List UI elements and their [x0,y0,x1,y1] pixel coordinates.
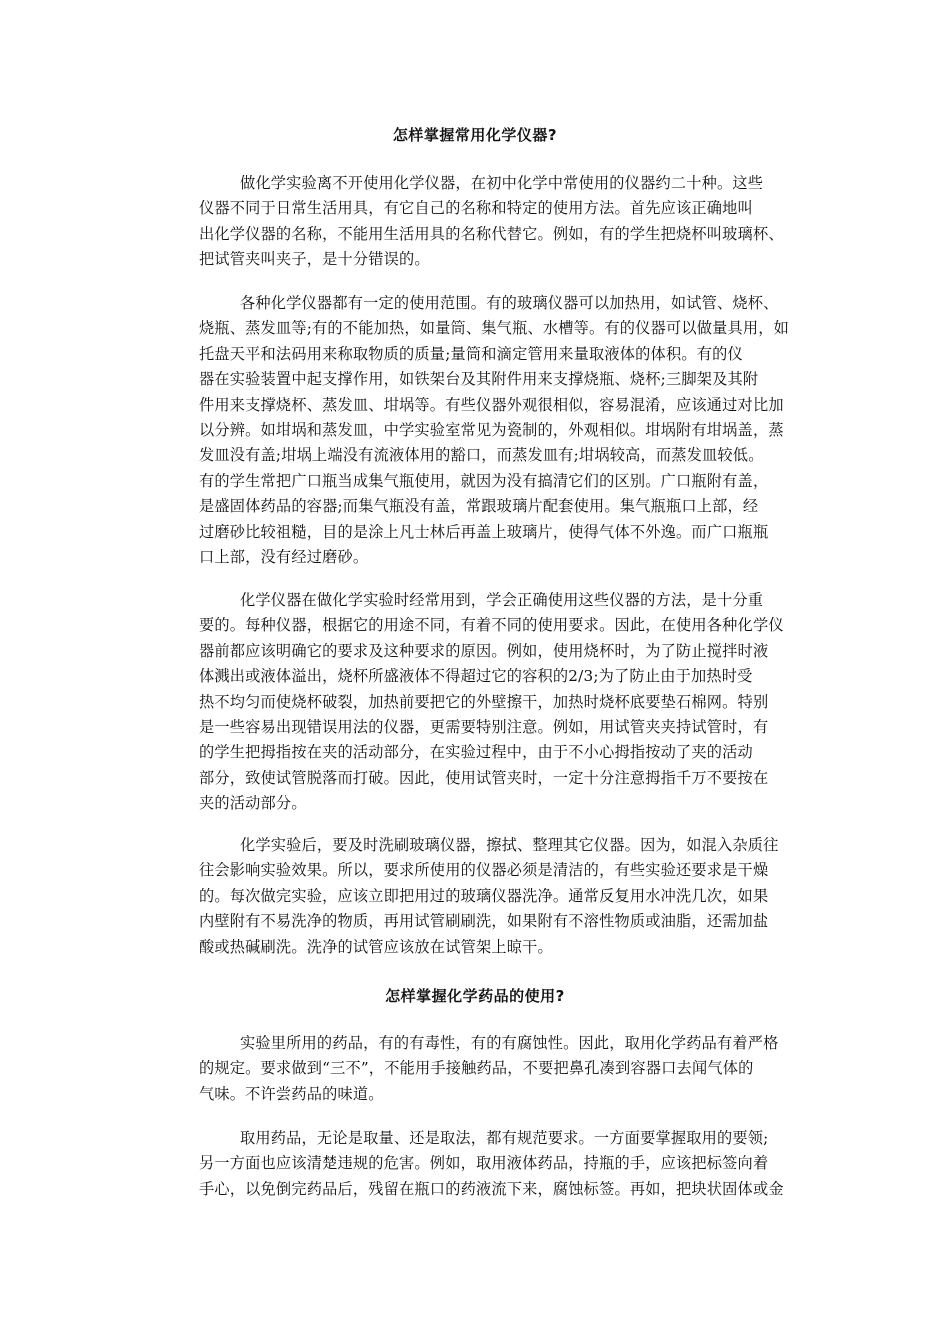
paragraph-1 [199,171,811,273]
text-line: 烧瓶、蒸发皿等;有的不能加热，如量筒、集气瓶、水槽等。有的仪器可以做量具用，如 [199,319,790,338]
text-line: 要的。每种仪器，根据它的用途不同，有着不同的使用要求。因此，在使用各种化学仪 [199,616,784,635]
text-line: 器前都应该明确它的要求及这种要求的原因。例如，使用烧杯时，为了防止搅拌时液 [199,641,769,660]
text-line: 另一方面也应该清楚违规的危害。例如，取用液体药品，持瓶的手，应该把标签向着 [199,1154,769,1173]
paragraph-2 [199,291,811,570]
text-line: 取用药品，无论是取量、还是取法，都有规范要求。一方面要掌握取用的要领; [240,1129,769,1147]
text-line: 往会影响实验效果。所以，要求所使用的仪器必须是清洁的，有些实验还要求是干燥 [199,861,769,880]
text-line: 托盘天平和法码用来称取物质的质量;量筒和滴定管用来量取液体的体积。有的仪 [199,344,743,363]
text-line: 各种化学仪器都有一定的使用范围。有的玻璃仪器可以加热用，如试管、烧杯、 [240,294,779,312]
text-line: 夹的活动部分。 [199,794,307,813]
text-line: 的规定。要求做到“三不”，不能用手接触药品，不要把鼻孔凑到容器口去闻气体的 [199,1059,754,1078]
text-line: 内壁附有不易洗净的物质，再用试管刷刷洗，如果附有不溶性物质或油脂，还需加盐 [199,912,769,931]
text-line: 实验里所用的药品，有的有毒性，有的有腐蚀性。因此，取用化学药品有着严格 [240,1034,779,1052]
text-line: 做化学实验离不开使用化学仪器，在初中化学中常使用的仪器约二十种。这些 [240,174,764,192]
text-line: 器在实验装置中起支撑作用，如铁架台及其附件用来支撑烧瓶、烧杯;三脚架及其附 [199,370,759,389]
text-line: 件用来支撑烧杯、蒸发皿、坩埚等。有些仪器外观很相似，容易混淆，应该通过对比加 [199,395,784,414]
text-line: 是盛固体药品的容器;而集气瓶没有盖，常跟玻璃片配套使用。集气瓶瓶口上部，经 [199,497,759,516]
text-line: 仪器不同于日常生活用具，有它自己的名称和特定的使用方法。首先应该正确地叫 [199,199,753,218]
text-line: 有的学生常把广口瓶当成集气瓶使用，就因为没有搞清它们的区别。广口瓶附有盖， [199,471,769,490]
text-line: 手心，以免倒完药品后，残留在瓶口的药液流下来，腐蚀标签。再如，把块状固体或金 [199,1179,784,1198]
paragraph-3 [199,588,811,817]
text-line: 是一些容易出现错误用法的仪器，更需要特别注意。例如，用试管夹夹持试管时，有 [199,717,769,736]
section-title-instruments: 怎样掌握常用化学仪器? [392,126,558,144]
text-line: 口上部，没有经过磨砂。 [199,547,369,566]
text-line: 发皿没有盖;坩埚上端没有流液体用的豁口，而蒸发皿有;坩埚较高，而蒸发皿较低。 [199,446,764,465]
text-line: 部分，致使试管脱落而打破。因此，使用试管夹时，一定十分注意拇指千万不要按在 [199,768,769,787]
paragraph-4 [199,833,811,960]
text-line: 把试管夹叫夹子，是十分错误的。 [199,250,430,269]
text-line: 出化学仪器的名称，不能用生活用具的名称代替它。例如，有的学生把烧杯叫玻璃杯、 [199,224,784,243]
paragraph-6 [199,1126,811,1202]
section-title-chemicals: 怎样掌握化学药品的使用? [385,987,565,1005]
text-line: 的学生把拇指按在夹的活动部分，在实验过程中，由于不小心拇指按动了夹的活动 [199,743,753,762]
text-line: 体溅出或液体溢出，烧杯所盛液体不得超过它的容积的2/3;为了防止由于加热时受 [199,667,753,686]
text-line: 气味。不许尝药品的味道。 [199,1084,384,1103]
text-line: 热不均匀而使烧杯破裂，加热前要把它的外壁擦干，加热时烧杯底要垫石棉网。特别 [199,692,769,711]
text-line: 过磨砂比较祖糙，目的是涂上凡士林后再盖上玻璃片，使得气体不外逸。而广口瓶瓶 [199,522,769,541]
text-line: 化学实验后，要及时洗刷玻璃仪器，擦拭、整理其它仪器。因为，如混入杂质往 [240,836,779,854]
text-line: 的。每次做完实验，应该立即把用过的玻璃仪器洗净。通常反复用水冲洗几次，如果 [199,886,769,905]
text-line: 以分辨。如坩埚和蒸发皿，中学实验室常见为瓷制的，外观相似。坩埚附有坩埚盖，蒸 [199,420,784,439]
text-line: 化学仪器在做化学实验时经常用到，学会正确使用这些仪器的方法，是十分重 [240,591,764,609]
paragraph-5 [199,1031,811,1107]
text-line: 酸或热碱刷洗。洗净的试管应该放在试管架上晾干。 [199,937,553,956]
